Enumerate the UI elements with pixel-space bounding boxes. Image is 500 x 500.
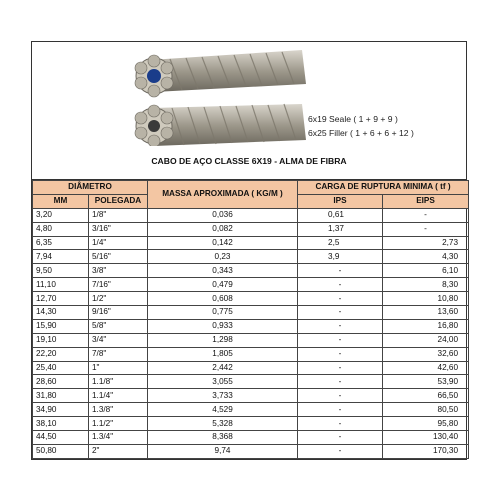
cell-eips: 95,80 [383, 417, 469, 431]
cell-polegada: 1.3/8" [89, 403, 148, 417]
cell-polegada: 1/8" [89, 208, 148, 222]
table-row [33, 222, 469, 236]
table-row [33, 278, 469, 292]
cell-eips: 2,73 [383, 236, 469, 250]
table-row [33, 375, 469, 389]
cell-ips: - [298, 389, 383, 403]
cell-massa: 0,036 [148, 208, 298, 222]
table-row [33, 403, 469, 417]
table-row [33, 264, 469, 278]
table-row [33, 292, 469, 306]
cell-mm: 3,20 [33, 208, 89, 222]
cell-mm: 11,10 [33, 278, 89, 292]
cell-massa: 2,442 [148, 361, 298, 375]
cell-ips: - [298, 444, 383, 458]
cell-eips: 42,60 [383, 361, 469, 375]
cell-eips: 4,30 [383, 250, 469, 264]
cell-polegada: 5/8" [89, 319, 148, 333]
cell-mm: 4,80 [33, 222, 89, 236]
cable-spec-sheet [31, 41, 467, 460]
cell-mm: 31,80 [33, 389, 89, 403]
cell-mm: 28,60 [33, 375, 89, 389]
cell-massa: 0,082 [148, 222, 298, 236]
cell-eips: 8,30 [383, 278, 469, 292]
wire-rope-illustration [130, 50, 310, 146]
product-header [32, 42, 466, 180]
cell-massa: 0,608 [148, 292, 298, 306]
cell-eips: 16,80 [383, 319, 469, 333]
cell-ips: - [298, 431, 383, 445]
col-header-polegada: POLEGADA [89, 194, 148, 208]
cell-eips: 10,80 [383, 292, 469, 306]
table-row [33, 333, 469, 347]
cell-massa: 9,74 [148, 444, 298, 458]
construction-specs [308, 112, 414, 140]
cell-polegada: 3/16" [89, 222, 148, 236]
table-row [33, 236, 469, 250]
col-header-eips: EIPS [383, 194, 469, 208]
cell-eips: 53,90 [383, 375, 469, 389]
cell-eips: 80,50 [383, 403, 469, 417]
cell-eips: 66,50 [383, 389, 469, 403]
cell-massa: 5,328 [148, 417, 298, 431]
cell-polegada: 1.3/4" [89, 431, 148, 445]
table-row [33, 417, 469, 431]
table-body [33, 208, 469, 458]
cell-massa: 0,775 [148, 306, 298, 320]
cell-massa: 0,479 [148, 278, 298, 292]
cell-polegada: 5/16" [89, 250, 148, 264]
table-row [33, 347, 469, 361]
cell-mm: 38,10 [33, 417, 89, 431]
cell-ips: - [298, 375, 383, 389]
cell-mm: 7,94 [33, 250, 89, 264]
col-group-diametro: DIÂMETRO [33, 181, 148, 195]
cell-mm: 44,50 [33, 431, 89, 445]
cell-ips: 1,37 [298, 222, 383, 236]
cell-ips: - [298, 292, 383, 306]
cell-eips: 170,30 [383, 444, 469, 458]
cell-ips: - [298, 417, 383, 431]
cell-polegada: 3/4" [89, 333, 148, 347]
cell-massa: 8,368 [148, 431, 298, 445]
table-row [33, 444, 469, 458]
cell-ips: - [298, 347, 383, 361]
cell-mm: 12,70 [33, 292, 89, 306]
cell-polegada: 7/8" [89, 347, 148, 361]
cell-polegada: 9/16" [89, 306, 148, 320]
cell-ips: - [298, 306, 383, 320]
col-header-ips: IPS [298, 194, 383, 208]
cell-massa: 0,23 [148, 250, 298, 264]
cell-ips: 2,5 [298, 236, 383, 250]
cell-mm: 34,90 [33, 403, 89, 417]
cell-eips: 130,40 [383, 431, 469, 445]
cell-eips: 32,60 [383, 347, 469, 361]
cell-mm: 14,30 [33, 306, 89, 320]
cell-polegada: 2" [89, 444, 148, 458]
col-header-massa: MASSA APROXIMADA ( KG/M ) [148, 181, 298, 209]
cell-eips: - [383, 222, 469, 236]
cell-mm: 50,80 [33, 444, 89, 458]
cell-massa: 1,805 [148, 347, 298, 361]
cable-filler-image [135, 104, 306, 146]
cell-massa: 3,055 [148, 375, 298, 389]
cell-polegada: 7/16" [89, 278, 148, 292]
cell-ips: - [298, 333, 383, 347]
cell-mm: 19,10 [33, 333, 89, 347]
cell-eips: 24,00 [383, 333, 469, 347]
cell-polegada: 1/2" [89, 292, 148, 306]
cell-eips: 6,10 [383, 264, 469, 278]
cell-polegada: 1/4" [89, 236, 148, 250]
cell-ips: - [298, 278, 383, 292]
product-title: CABO DE AÇO CLASSE 6X19 - ALMA DE FIBRA [151, 156, 347, 166]
cell-massa: 4,529 [148, 403, 298, 417]
cell-massa: 3,733 [148, 389, 298, 403]
cell-mm: 6,35 [33, 236, 89, 250]
table-row [33, 306, 469, 320]
cell-ips: - [298, 264, 383, 278]
cell-massa: 0,933 [148, 319, 298, 333]
cell-ips: 3,9 [298, 250, 383, 264]
fibre-core-icon [147, 69, 161, 83]
cell-mm: 15,90 [33, 319, 89, 333]
cell-massa: 0,343 [148, 264, 298, 278]
cell-polegada: 1.1/2" [89, 417, 148, 431]
table-row [33, 250, 469, 264]
cell-eips: - [383, 208, 469, 222]
cell-eips: 13,60 [383, 306, 469, 320]
cell-massa: 1,298 [148, 333, 298, 347]
cell-massa: 0,142 [148, 236, 298, 250]
cell-ips: 0,61 [298, 208, 383, 222]
cell-ips: - [298, 361, 383, 375]
cell-polegada: 1.1/4" [89, 389, 148, 403]
spec-table [32, 180, 469, 459]
col-group-carga: CARGA DE RUPTURA MINIMA ( tf ) [298, 181, 469, 195]
table-row [33, 319, 469, 333]
table-row [33, 208, 469, 222]
table-row [33, 389, 469, 403]
cell-mm: 9,50 [33, 264, 89, 278]
table-row [33, 431, 469, 445]
cell-polegada: 1" [89, 361, 148, 375]
col-header-mm: MM [33, 194, 89, 208]
table-row [33, 361, 469, 375]
cable-seale-image [135, 50, 306, 97]
spec-filler: 6x25 Filler ( 1 + 6 + 6 + 12 ) [308, 128, 414, 138]
cell-ips: - [298, 403, 383, 417]
spec-seale: 6x19 Seale ( 1 + 9 + 9 ) [308, 114, 398, 124]
cell-polegada: 1.1/8" [89, 375, 148, 389]
cell-mm: 22,20 [33, 347, 89, 361]
cell-ips: - [298, 319, 383, 333]
cell-polegada: 3/8" [89, 264, 148, 278]
cell-mm: 25,40 [33, 361, 89, 375]
